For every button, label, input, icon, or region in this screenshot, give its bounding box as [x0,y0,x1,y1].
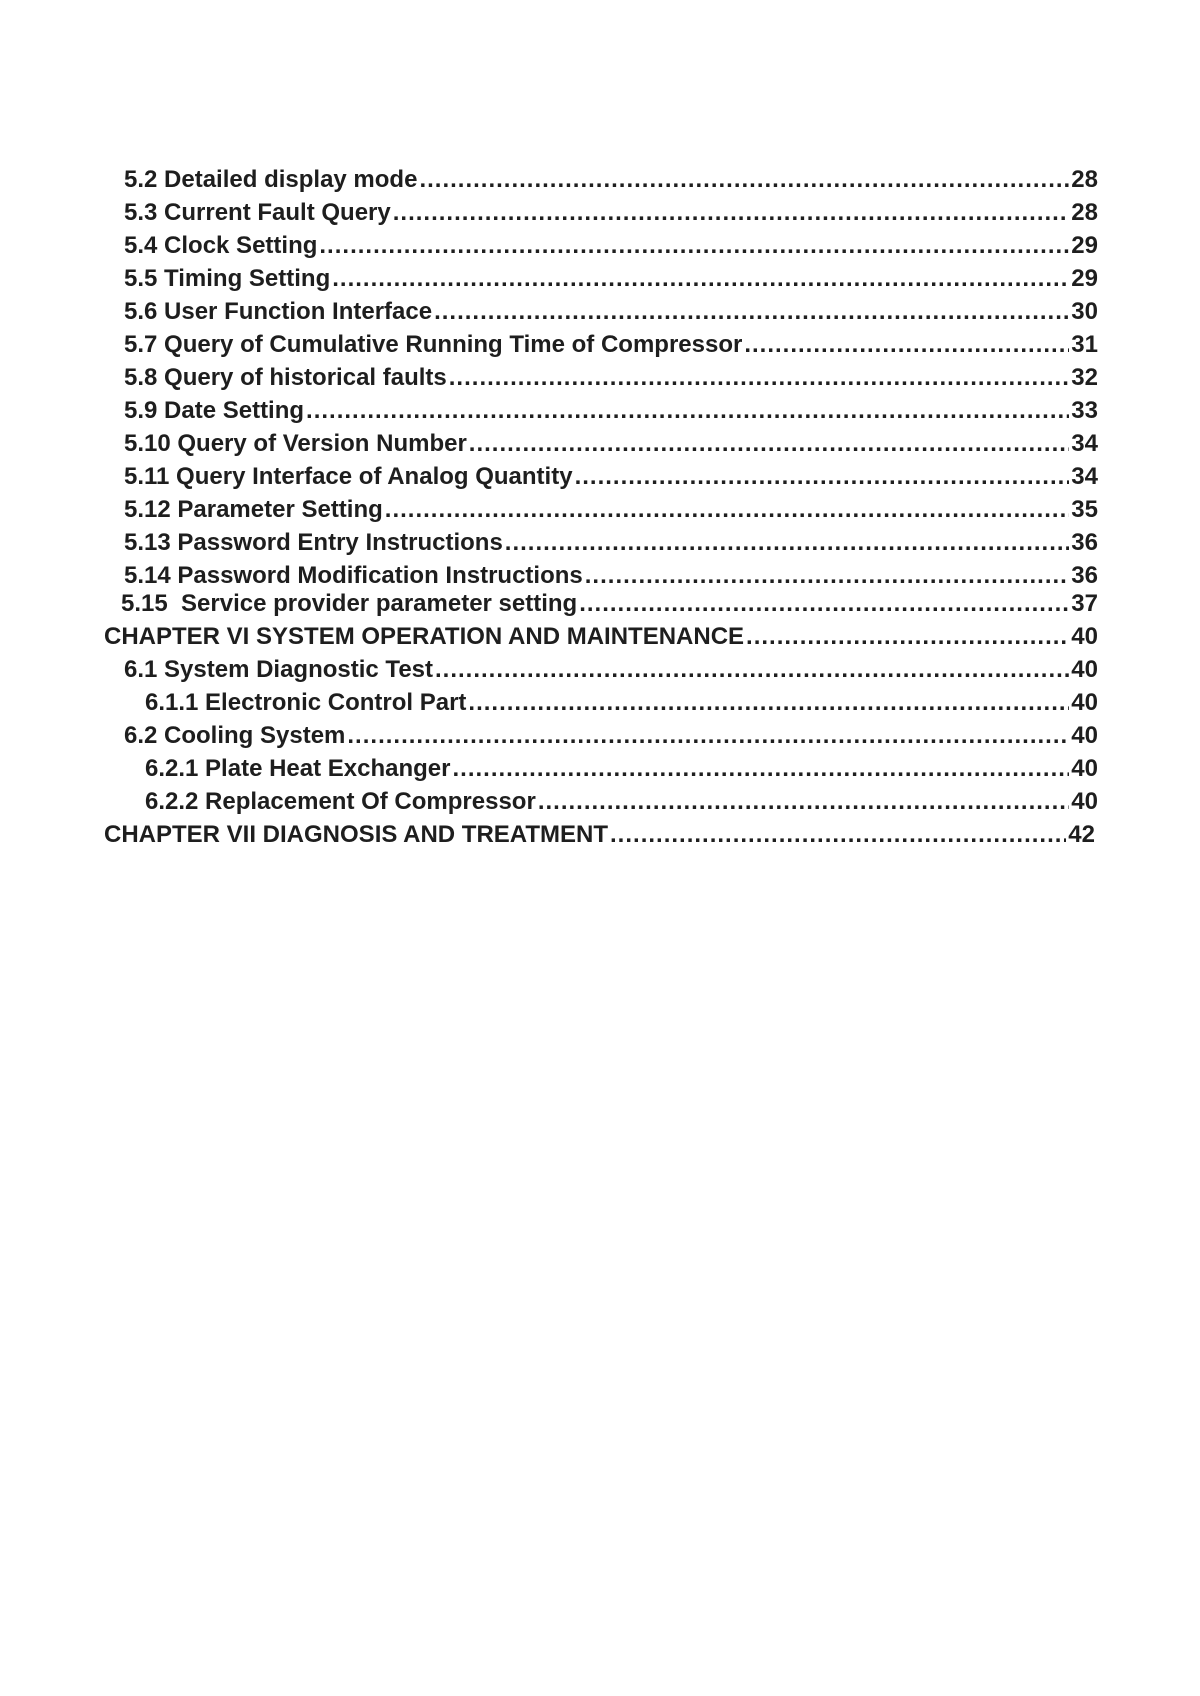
toc-entry[interactable] [145,688,1098,718]
toc-entry-title: 6.1 System Diagnostic Test [124,656,433,683]
toc-entry[interactable] [124,462,1098,492]
toc-page-number: 42 [1068,821,1095,848]
toc-entry-title: 5.9 Date Setting [124,397,305,424]
dot-leader [744,330,1069,360]
toc-page-number: 29 [1071,265,1098,292]
dot-leader [469,429,1070,459]
toc-entry-title: 6.1.1 Electronic Control Part [145,689,467,716]
toc-page-number: 30 [1071,298,1098,325]
dot-leader [393,198,1070,228]
toc-page-number: 36 [1071,562,1098,589]
toc-entry-title: 6.2.2 Replacement Of Compressor [145,788,536,815]
dot-leader [538,787,1069,817]
toc-entry-title: 5.4 Clock Setting [124,232,318,259]
toc-page-number: 40 [1071,656,1098,683]
toc-entry-title: 6.2 Cooling System [124,722,346,749]
dot-leader [385,495,1070,525]
toc-entry[interactable] [145,754,1098,784]
toc-entry[interactable] [124,396,1098,426]
toc-page-number: 37 [1071,590,1098,617]
toc-entry[interactable] [124,429,1098,459]
toc-entry-title: CHAPTER VII DIAGNOSIS AND TREATMENT [104,821,609,848]
toc-entry[interactable] [124,495,1098,525]
toc-entry[interactable] [121,589,1098,619]
toc-entry-title: 5.13 Password Entry Instructions [124,529,503,556]
dot-leader [434,297,1069,327]
dot-leader [505,528,1070,558]
toc-page-number: 36 [1071,529,1098,556]
dot-leader [579,589,1069,619]
toc-page-number: 40 [1071,755,1098,782]
toc-entry-title: 5.5 Timing Setting [124,265,331,292]
dot-leader [435,655,1069,685]
toc-entry-title: 5.10 Query of Version Number [124,430,467,457]
toc-entry[interactable] [124,231,1098,261]
toc-chapter-entry[interactable] [104,622,1098,652]
toc-entry[interactable] [124,655,1098,685]
toc-entry-title: CHAPTER VI SYSTEM OPERATION AND MAINTENANCE [104,623,745,650]
dot-leader [332,264,1069,294]
toc-entry-title: 5.11 Query Interface of Analog Quantity [124,463,573,490]
toc-page-number: 34 [1071,463,1098,490]
dot-leader [419,165,1069,195]
toc-entry-title: 6.2.1 Plate Heat Exchanger [145,755,451,782]
toc-page-number: 28 [1071,199,1098,226]
toc-page-number: 35 [1071,496,1098,523]
dot-leader [319,231,1069,261]
toc-entry[interactable] [124,165,1098,195]
toc-entry-title: 5.8 Query of historical faults [124,364,447,391]
toc-page-number: 32 [1071,364,1098,391]
toc-entry-title: 5.3 Current Fault Query [124,199,391,226]
toc-page-number: 28 [1071,166,1098,193]
toc-page-number: 34 [1071,430,1098,457]
toc-entry-title: 5.15 Service provider parameter setting [121,590,578,617]
dot-leader [585,561,1070,591]
dot-leader [746,622,1069,652]
dot-leader [347,721,1069,751]
dot-leader [306,396,1069,426]
dot-leader [468,688,1069,718]
toc-page-number: 40 [1071,788,1098,815]
toc-page-number: 40 [1071,722,1098,749]
toc-entry[interactable] [124,264,1098,294]
toc-page-number: 40 [1071,689,1098,716]
dot-leader [449,363,1070,393]
toc-entry[interactable] [124,363,1098,393]
toc-chapter-entry[interactable] [104,820,1095,850]
dot-leader [452,754,1069,784]
toc-entry[interactable] [124,528,1098,558]
toc-entry-title: 5.12 Parameter Setting [124,496,383,523]
toc-entry-title: 5.7 Query of Cumulative Running Time of Compressor [124,331,743,358]
toc-page-number: 29 [1071,232,1098,259]
toc-page-number: 31 [1071,331,1098,358]
toc-entry[interactable] [124,561,1098,591]
toc-entry[interactable] [124,330,1098,360]
toc-page-number: 40 [1071,623,1098,650]
toc-entry-title: 5.2 Detailed display mode [124,166,418,193]
toc-entry-title: 5.14 Password Modification Instructions [124,562,583,589]
toc-page-number: 33 [1071,397,1098,424]
toc-entry[interactable] [124,297,1098,327]
dot-leader [575,462,1070,492]
toc-entry-title: 5.6 User Function Interface [124,298,433,325]
toc-entry[interactable] [124,198,1098,228]
dot-leader [610,820,1066,850]
toc-entry[interactable] [145,787,1098,817]
toc-entry[interactable] [124,721,1098,751]
